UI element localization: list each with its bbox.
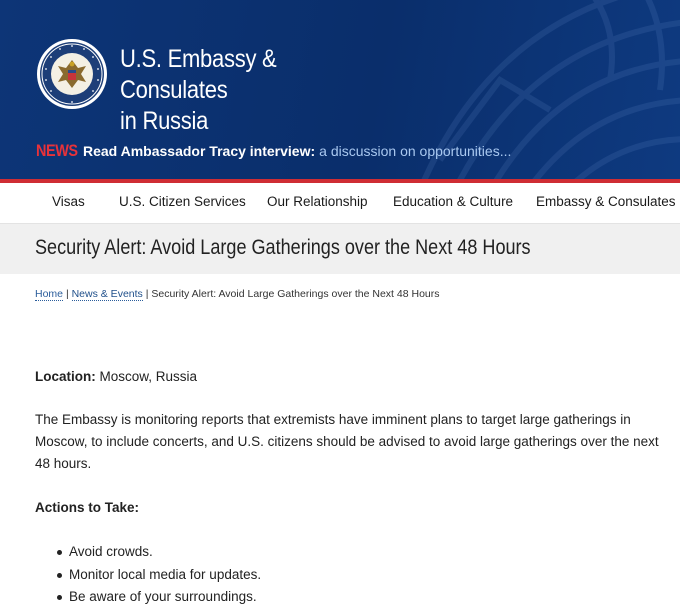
nav-item-visas[interactable]: Visas xyxy=(52,194,85,209)
news-ticker xyxy=(36,140,511,162)
alert-paragraph: The Embassy is monitoring reports that extremists have imminent plans to target large gatherings in Moscow, to include concerts, and U.S. citizens should be advised to avoid large gatherings over the next 48 hours. xyxy=(35,412,659,471)
site-title-line-1: U.S. Embassy & Consulates xyxy=(120,45,277,104)
breadcrumb xyxy=(35,288,440,300)
site-header xyxy=(0,0,680,179)
location-value: Moscow, Russia xyxy=(99,369,198,384)
breadcrumb-home-link[interactable]: Home xyxy=(35,288,64,300)
breadcrumb-separator: | xyxy=(145,288,149,300)
page-title: Security Alert: Avoid Large Gatherings over the Next 48 Hours xyxy=(35,236,531,259)
breadcrumb-news-events-link[interactable]: News & Events xyxy=(71,288,143,300)
actions-heading: Actions to Take: xyxy=(35,500,140,515)
location-line xyxy=(35,366,197,388)
nav-item-embassy-consulates[interactable]: Embassy & Consulates xyxy=(536,194,676,209)
nav-item-our-relationship[interactable]: Our Relationship xyxy=(267,194,368,209)
main-nav xyxy=(0,183,680,224)
embassy-seal-icon[interactable] xyxy=(36,38,108,110)
breadcrumb-current: Security Alert: Avoid Large Gatherings over the Next 48 Hours xyxy=(151,288,440,300)
list-item: Monitor local media for updates. xyxy=(35,564,261,587)
site-title-line-2: in Russia xyxy=(120,107,209,135)
news-tag: NEWS xyxy=(36,141,78,160)
nav-item-education-culture[interactable]: Education & Culture xyxy=(393,194,514,209)
breadcrumb-separator: | xyxy=(65,288,69,300)
actions-list xyxy=(35,541,261,609)
news-headline-link[interactable]: Read Ambassador Tracy interview: xyxy=(83,143,316,159)
list-item: Be aware of your surroundings. xyxy=(35,586,261,609)
news-continue-link[interactable]: a discussion on opportunities... xyxy=(319,143,512,159)
site-title[interactable] xyxy=(120,44,366,137)
location-label: Location: xyxy=(35,369,96,384)
list-item: Avoid crowds. xyxy=(35,541,261,564)
nav-item-citizen-services[interactable]: U.S. Citizen Services xyxy=(119,194,246,209)
page-title-band xyxy=(0,224,680,274)
